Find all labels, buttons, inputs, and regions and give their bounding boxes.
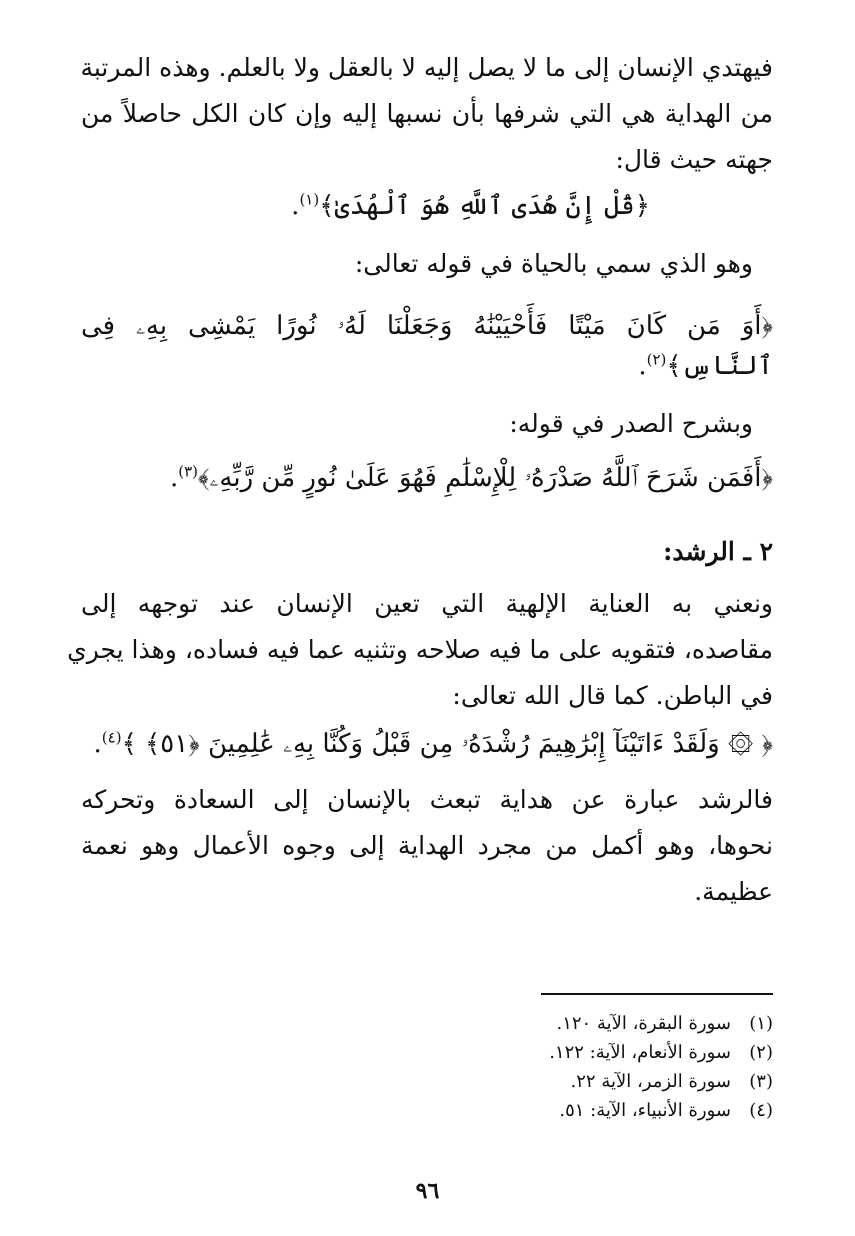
footnote-3-number: (٣) [749, 1071, 773, 1092]
paragraph-5-line-2: نحوها، وهو أكمل من مجرد الهداية إلى وجوه الأعمال وهو نعمة [81, 831, 773, 860]
paragraph-4-line-2: مقاصده، فتقويه على ما فيه صلاحه وتثنيه عما فيه فساده، وهذا يجري [67, 635, 773, 664]
quran-verse-1 [291, 190, 650, 223]
footnote-2 [549, 1042, 773, 1064]
footnote-1 [556, 1013, 773, 1035]
paragraph-5-line-1 [81, 784, 773, 815]
paragraph-5-line-1-text: فالرشد عبارة عن هداية تبعث بالإنسان إلى السعادة وتحركه [81, 785, 773, 814]
footnote-4 [559, 1100, 773, 1122]
paragraph-3-text: وبشرح الصدر في قوله: [509, 409, 753, 438]
footnote-ref-2: (٢) [646, 350, 667, 369]
verse-4-end: . [93, 729, 102, 759]
quran-verse-4 [94, 728, 773, 761]
verse-3-end: . [169, 463, 179, 493]
paragraph-3 [81, 408, 773, 439]
footnote-ref-4: (٤) [101, 728, 122, 747]
paragraph-2 [81, 248, 773, 279]
footnote-ref-3: (٣) [178, 462, 199, 481]
paragraph-2-text: وهو الذي سمي بالحياة في قوله تعالى: [354, 249, 753, 278]
footnote-3-text: سورة الزمر، الآية ٢٢. [570, 1071, 731, 1092]
footnote-1-text: سورة البقرة، الآية ١٢٠. [556, 1013, 731, 1034]
section-heading: ٢ ـ الرشد: [663, 537, 773, 566]
paragraph-1-line-3: جهته حيث قال: [615, 145, 773, 174]
verse-4-text: ﴿ ۞ وَلَقَدْ ءَاتَيْنَآ إِبْرَٰهِيمَ رُشْدَهُۥ مِن قَبْلُ وَكُنَّا بِهِۦ عَٰلِمِينَ ﴿٥١﴾ ﴾ [121, 729, 773, 759]
verse-1-text: ﴿قُلْ إِنَّ هُدَى ٱللَّهِ هُوَ ٱلْهُدَىٰ﴾ [319, 191, 650, 221]
paragraph-5-line-3: عظيمة. [694, 877, 773, 906]
footnote-4-text: سورة الأنبياء، الآية: ٥١. [559, 1100, 731, 1121]
quran-verse-2-line-1: ﴿أَوَ مَن كَانَ مَيْتًا فَأَحْيَيْنَٰهُ وَجَعَلْنَا لَهُۥ نُورًا يَمْشِى بِهِۦ فِى [81, 311, 773, 341]
quran-verse-2-line-2 [638, 350, 773, 383]
verse-3-text: ﴿أَفَمَن شَرَحَ ٱللَّهُ صَدْرَهُۥ لِلْإِسْلَٰمِ فَهُوَ عَلَىٰ نُورٍ مِّن رَّبِّهِۦ﴾ [198, 463, 773, 493]
page-number: ٩٦ [415, 1178, 440, 1204]
footnote-separator [541, 993, 773, 995]
footnote-ref-1: (١) [299, 190, 320, 209]
paragraph-4-line-1 [81, 588, 773, 619]
paragraph-1-line-2: من الهداية هي التي شرفها بأن نسبها إليه وإن كان الكل حاصلاً من [81, 99, 773, 128]
verse-2-line-2-text: ٱلنَّاسِ﴾ [666, 351, 773, 381]
footnote-1-number: (١) [749, 1013, 773, 1034]
paragraph-4-line-3: في الباطن. كما قال الله تعالى: [452, 681, 773, 710]
footnote-2-number: (٢) [749, 1042, 773, 1063]
verse-2-end: . [638, 351, 647, 381]
footnote-2-text: سورة الأنعام، الآية: ١٢٢. [549, 1042, 731, 1063]
paragraph-1-line-1: فيهتدي الإنسان إلى ما لا يصل إليه لا بالعقل ولا بالعلم. وهذه المرتبة [80, 53, 773, 82]
footnote-3 [571, 1071, 773, 1093]
quran-verse-3 [170, 462, 773, 495]
footnote-4-number: (٤) [749, 1100, 773, 1121]
verse-1-end: . [291, 191, 300, 221]
paragraph-4-line-1-text: ونعني به العناية الإلهية التي تعين الإنسان عند توجهه إلى [81, 589, 773, 618]
